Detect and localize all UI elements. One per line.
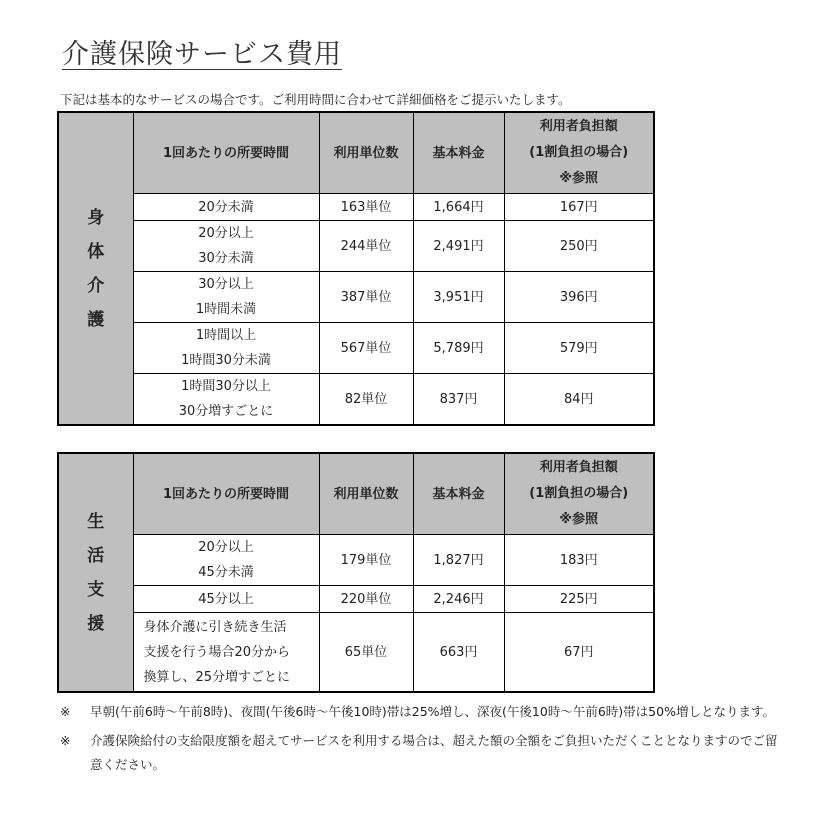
table-row [58,586,654,613]
note-mark: ※ [60,733,71,748]
note-mark: ※ [60,704,71,719]
units-cell: 244単位 [319,221,413,272]
footnotes [60,700,780,782]
category-char: 生 [87,511,105,532]
page-title: 介護保険サービス費用 [62,39,342,70]
category-cell [58,453,133,692]
intro-text: 下記は基本的なサービスの場合です。ご利用時間に合わせて詳細価格をご提示いたします。 [60,92,571,107]
time-cell: 身体介護に引き続き生活 支援を行う場合20分から 換算し、25分増すごとに [133,613,319,693]
units-cell: 220単位 [319,586,413,613]
table-row [58,221,654,272]
note-text: 早朝(午前6時～午前8時)、夜間(午後6時～午後10時)帯は25%増し、深夜(午後10時～午前6時)帯は50%増しとなります。 [90,704,775,719]
pay-cell: 183円 [504,535,654,586]
fee-cell: 663円 [413,613,504,693]
header-fee: 基本料金 [413,112,504,194]
fee-cell: 5,789円 [413,323,504,374]
header-time: 1回あたりの所要時間 [133,453,319,535]
time-cell: 45分以上 [133,586,319,613]
time-cell: 1時間30分以上 30分増すごとに [133,374,319,426]
shintai-kaigo-table [57,111,655,426]
table-row [58,535,654,586]
fee-cell: 2,246円 [413,586,504,613]
footnote [60,700,780,724]
pay-cell: 225円 [504,586,654,613]
category-char: 介 [87,275,105,296]
fee-cell: 2,491円 [413,221,504,272]
category-char: 援 [87,613,105,634]
table-row [58,323,654,374]
category-char: 身 [87,207,105,228]
category-cell [58,112,133,425]
category-char: 体 [87,241,105,262]
pay-cell: 167円 [504,194,654,221]
table-row [58,272,654,323]
units-cell: 82単位 [319,374,413,426]
header-units: 利用単位数 [319,453,413,535]
header-pay: 利用者負担額 (1割負担の場合) ※参照 [504,112,654,194]
table-row [58,194,654,221]
time-cell: 30分以上 1時間未満 [133,272,319,323]
pay-cell: 250円 [504,221,654,272]
units-cell: 179単位 [319,535,413,586]
fee-cell: 837円 [413,374,504,426]
footnote [60,729,780,777]
table-header-row [58,453,654,535]
fee-cell: 3,951円 [413,272,504,323]
table-header-row [58,112,654,194]
category-char: 活 [87,545,105,566]
units-cell: 163単位 [319,194,413,221]
category-char: 支 [87,579,105,600]
header-pay: 利用者負担額 (1割負担の場合) ※参照 [504,453,654,535]
time-cell: 1時間以上 1時間30分未満 [133,323,319,374]
table-row [58,374,654,426]
fee-cell: 1,664円 [413,194,504,221]
header-time: 1回あたりの所要時間 [133,112,319,194]
time-cell: 20分以上 30分未満 [133,221,319,272]
note-text: 介護保険給付の支給限度額を超えてサービスを利用する場合は、超えた額の全額をご負担いただくこととなりますのでご留意ください。 [90,733,778,772]
units-cell: 387単位 [319,272,413,323]
seikatsu-shien-table [57,452,655,693]
pay-cell: 579円 [504,323,654,374]
header-fee: 基本料金 [413,453,504,535]
fee-cell: 1,827円 [413,535,504,586]
pay-cell: 67円 [504,613,654,693]
header-units: 利用単位数 [319,112,413,194]
time-cell: 20分以上 45分未満 [133,535,319,586]
pay-cell: 396円 [504,272,654,323]
time-cell: 20分未満 [133,194,319,221]
pay-cell: 84円 [504,374,654,426]
category-char: 護 [87,309,105,330]
units-cell: 65単位 [319,613,413,693]
units-cell: 567単位 [319,323,413,374]
table-row [58,613,654,693]
